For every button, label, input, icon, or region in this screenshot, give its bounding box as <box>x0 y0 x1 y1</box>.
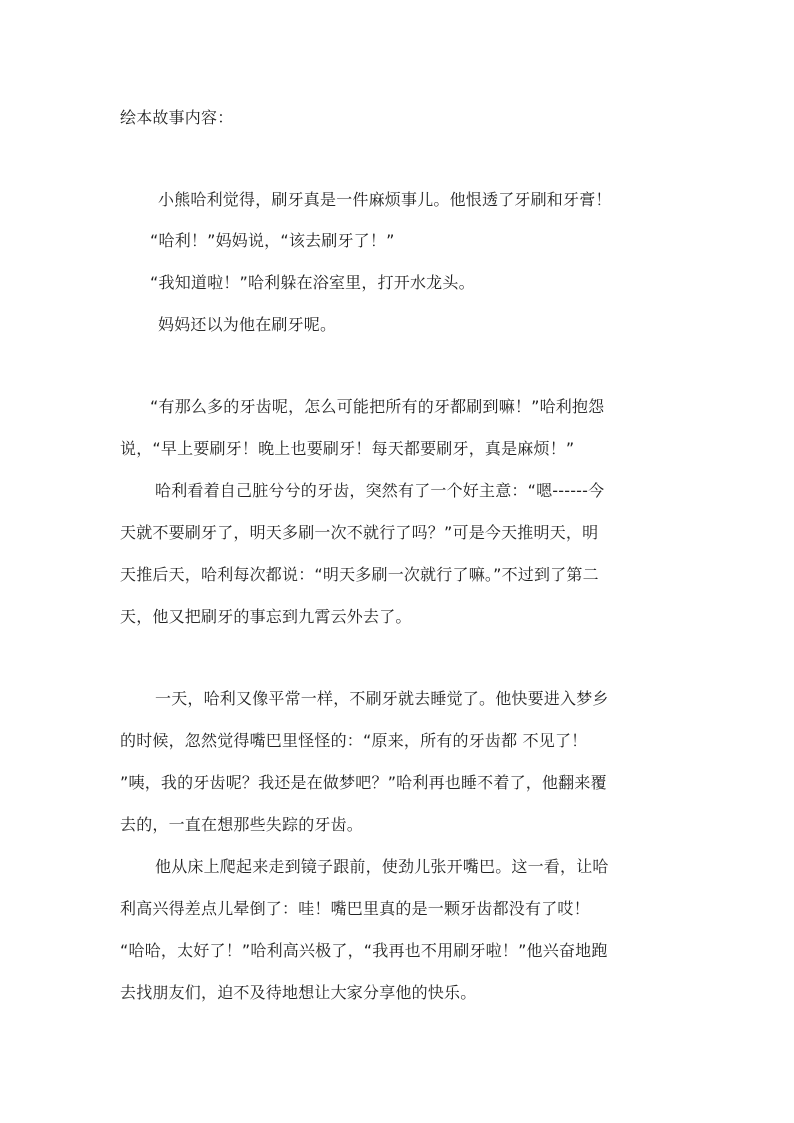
text-line: 一天，哈利又像平常一样，不刷牙就去睡觉了。他快要进入梦乡 <box>155 689 609 708</box>
text-line: 哈利看着自己脏兮兮的牙齿，突然有了一个好主意：“嗯------今 <box>155 481 605 500</box>
heading: 绘本故事内容： <box>120 108 234 127</box>
text-line: 他从床上爬起来走到镜子跟前，使劲儿张开嘴巴。这一看，让哈 <box>155 857 609 876</box>
text-line: 去的，一直在想那些失踪的牙齿。 <box>120 815 364 834</box>
text-line: 天推后天，哈利每次都说：“明天多刷一次就行了嘛。”不过到了第二 <box>120 565 599 584</box>
text-line: 天，他又把刷牙的事忘到九霄云外去了。 <box>120 607 412 626</box>
text-line: “我知道啦！”哈利躲在浴室里，打开水龙头。 <box>150 273 475 292</box>
text-line: ”咦，我的牙齿呢？我还是在做梦吧？”哈利再也睡不着了，他翻来覆 <box>120 773 607 792</box>
text-line: 去找朋友们，迫不及待地想让大家分享他的快乐。 <box>120 983 477 1002</box>
text-line: 妈妈还以为他在刷牙呢。 <box>158 315 337 334</box>
text-line: “哈哈，太好了！”哈利高兴极了，“我再也不用刷牙啦！”他兴奋地跑 <box>120 941 608 960</box>
text-line: 的时候，忽然觉得嘴巴里怪怪的：“原来，所有的牙齿都 不见了！ <box>120 731 588 750</box>
text-line: 天就不要刷牙了，明天多刷一次不就行了吗？”可是今天推明天，明 <box>120 523 599 542</box>
text-line: 利高兴得差点儿晕倒了：哇！嘴巴里真的是一颗牙齿都没有了哎！ <box>120 899 590 918</box>
text-line: 说，“早上要刷牙！晚上也要刷牙！每天都要刷牙，真是麻烦！” <box>120 439 575 458</box>
text-line: “有那么多的牙齿呢，怎么可能把所有的牙都刷到嘛！”哈利抱怨 <box>150 397 605 416</box>
text-line: 小熊哈利觉得，刷牙真是一件麻烦事儿。他恨透了牙刷和牙膏！ <box>158 190 612 209</box>
text-line: “哈利！”妈妈说，“该去刷牙了！” <box>150 231 395 250</box>
